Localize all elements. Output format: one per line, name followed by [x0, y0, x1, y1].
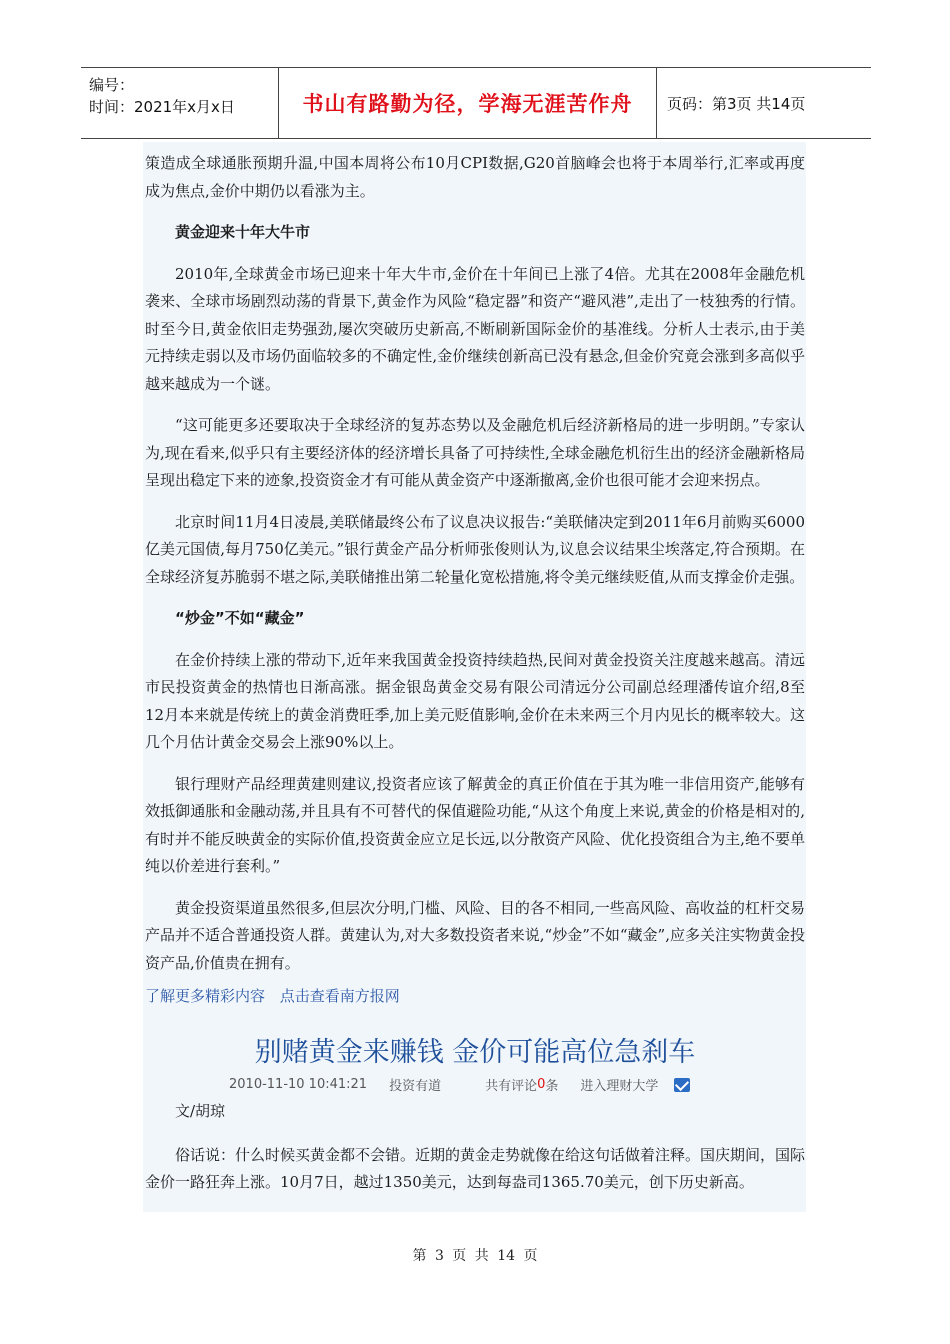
section-heading: “炒金”不如“藏金”: [175, 609, 305, 627]
paragraph: 银行理财产品经理黄建则建议,投资者应该了解黄金的真正价值在于其为唯一非信用资产,能够有效抵御通胀和金融动荡,并且具有不可替代的保值避险功能,“从这个角度上来说,黄金的价格是相对的,有时并不能反映黄金的实际价值,投资黄金应立足长远,以分散资产风险、优化投资组合为主,绝不要单纯以价差进行套利。”: [145, 774, 805, 875]
page-footer: 第 3 页 共 14 页: [412, 1248, 538, 1264]
finance-university-link[interactable]: 进入理财大学: [580, 1079, 659, 1094]
article2-body: [145, 1098, 805, 1211]
motto: 书山有路勤为径，学海无涯苦作舟: [302, 92, 633, 116]
paragraph: 俗话说：什么时候买黄金都不会错。近期的黄金走势就像在给这句话做着注释。国庆期间，国际金价一路狂奔上涨。10月7日，越过1350美元，达到每盎司1365.70美元，创下历史新高。: [145, 1145, 806, 1191]
paragraph: 北京时间11月4日凌晨,美联储最终公布了议息决议报告:“美联储决定到2011年6月前购买6000亿美元国债,每月750亿美元。”银行黄金产品分析师张俊则认为,议息会议结果尘埃落定,符合预期。在全球经济复苏脆弱不堪之际,美联储推出第二轮量化宽松措施,将令美元继续贬值,从而支撑金价走强。: [145, 512, 805, 586]
comments-suffix: 条: [545, 1079, 559, 1094]
more-content-link[interactable]: 了解更多精彩内容: [145, 987, 266, 1005]
paragraph: “这可能更多还要取决于全球经济的复苏态势以及金融危机后经济新格局的进一步明朗。”专家认为,现在看来,似乎只有主要经济体的经济增长具备了可持续性,全球金融危机衍生出的经济金融新格局呈现出稳定下来的迹象,投资资金才有可能从黄金资产中逐渐撤离,金价也很可能才会迎来拐点。: [145, 416, 805, 489]
mail-icon[interactable]: [674, 1078, 690, 1092]
paragraph: 策造成全球通胀预期升温,中国本周将公布10月CPI数据,G20首脑峰会也将于本周举行,汇率或再度成为焦点,金价中期仍以看涨为主。: [145, 154, 805, 200]
article-source[interactable]: 投资有道: [389, 1079, 442, 1094]
more-links: [145, 985, 410, 1006]
article-meta: [229, 1075, 690, 1094]
page-label: 页码：第3页 共14页: [667, 94, 806, 113]
document-header: [81, 67, 871, 139]
paragraph: 2010年,全球黄金市场已迎来十年大牛市,金价在十年间已上涨了4倍。尤其在2008年金融危机袭来、全球市场剧烈动荡的背景下,黄金作为风险“稳定器”和资产“避风港”,走出了一枝独秀的行情。时至今日,黄金依旧走势强劲,屡次突破历史新高,不断刷新国际金价的基准线。分析人士表示,由于美元持续走弱以及市场仍面临较多的不确定性,金价继续创新高已没有悬念,但金价究竟会涨到多高似乎越来越成为一个谜。: [145, 264, 805, 393]
article-author: 文/胡琼: [175, 1102, 226, 1120]
header-motto-cell: [279, 68, 657, 138]
article-datetime: 2010-11-10 10:41:21: [229, 1077, 368, 1092]
header-page-cell: [657, 68, 871, 138]
header-left-cell: [81, 68, 279, 138]
comments-prefix: 共有评论: [485, 1079, 538, 1094]
number-label: 编号：: [89, 76, 135, 94]
paragraph: 黄金投资渠道虽然很多,但层次分明,门槛、风险、目的各不相同,一些高风险、高收益的杠杆交易产品并不适合普通投资人群。黄建认为,对大多数投资者来说,“炒金”不如“藏金”,应多关注实物黄金投资产品,价值贵在拥有。: [145, 898, 805, 972]
time-label: 时间：2021年x月x日: [89, 98, 235, 116]
section-heading: 黄金迎来十年大牛市: [175, 223, 311, 241]
nanfang-link[interactable]: 点击查看南方报网: [279, 987, 400, 1005]
paragraph: 在金价持续上涨的带动下,近年来我国黄金投资持续趋热,民间对黄金投资关注度越来越高。清远市民投资黄金的热情也日渐高涨。据金银岛黄金交易有限公司清远分公司副总经理潘传谊介绍,8至12月本来就是传统上的黄金消费旺季,加上美元贬值影响,金价在未来两三个月内见长的概率较大。这几个月估计黄金交易会上涨90%以上。: [145, 650, 805, 751]
comments-count[interactable]: 0: [537, 1077, 546, 1092]
article-title: 别赌黄金来赚钱 金价可能高位急刹车: [254, 1037, 696, 1068]
article-body: [145, 150, 805, 991]
